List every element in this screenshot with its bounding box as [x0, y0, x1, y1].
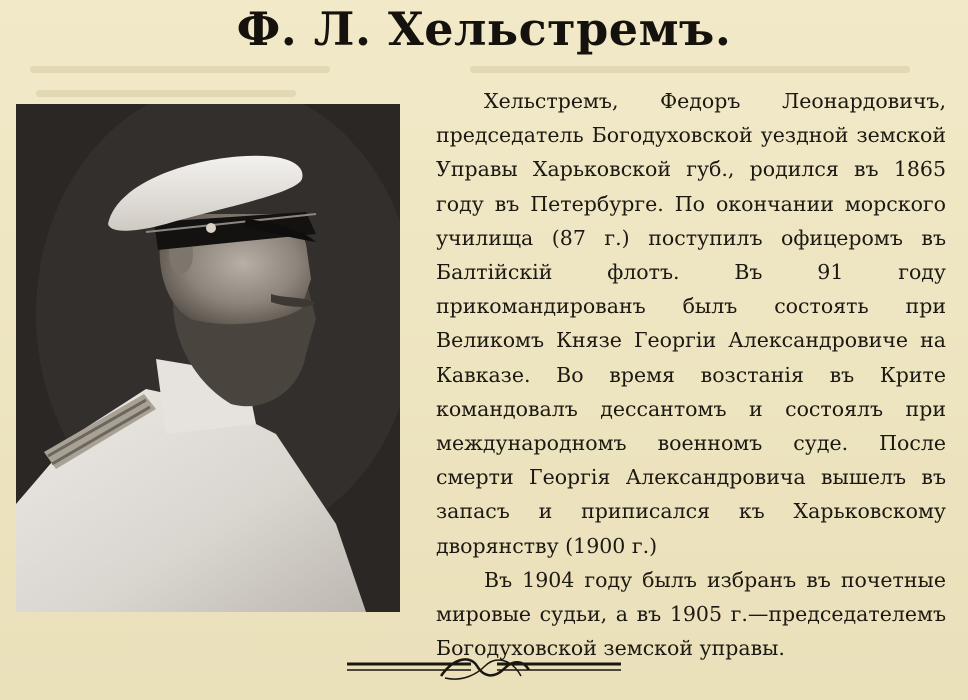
biography-paragraph: Въ 1904 году былъ избранъ въ почетные мировые судьи, а въ 1905 г.—председателемъ Богодуховской земской управы.: [436, 567, 946, 661]
flourish-divider-icon: [345, 652, 625, 688]
page-title: Ф. Л. Хельстремъ.: [236, 2, 732, 56]
bleed-through-line: [30, 66, 330, 73]
biography-text: [436, 84, 946, 665]
portrait-photo: [16, 104, 400, 612]
biography-paragraph: Хельстремъ, Федоръ Леонардовичъ, председатель Богодуховской уездной земской Управы Харьковской губ., родился въ 1865 году въ Петербурге. По окончании морского училища (87 г.) поступилъ офицеромъ въ Балтійскій флотъ. Въ 91 году прикомандированъ былъ состоять при Великомъ Князе Георгіи Александровиче на Кавказе. Во время возстанія въ Крите командовалъ дессантомъ и состоялъ при международномъ военномъ суде. После смерти Георгія Александровича вышелъ въ запасъ и приписался къ Харьковскому дворянству (1900 г.): [436, 89, 946, 558]
bleed-through-line: [36, 90, 296, 97]
bleed-through-line: [470, 66, 910, 73]
